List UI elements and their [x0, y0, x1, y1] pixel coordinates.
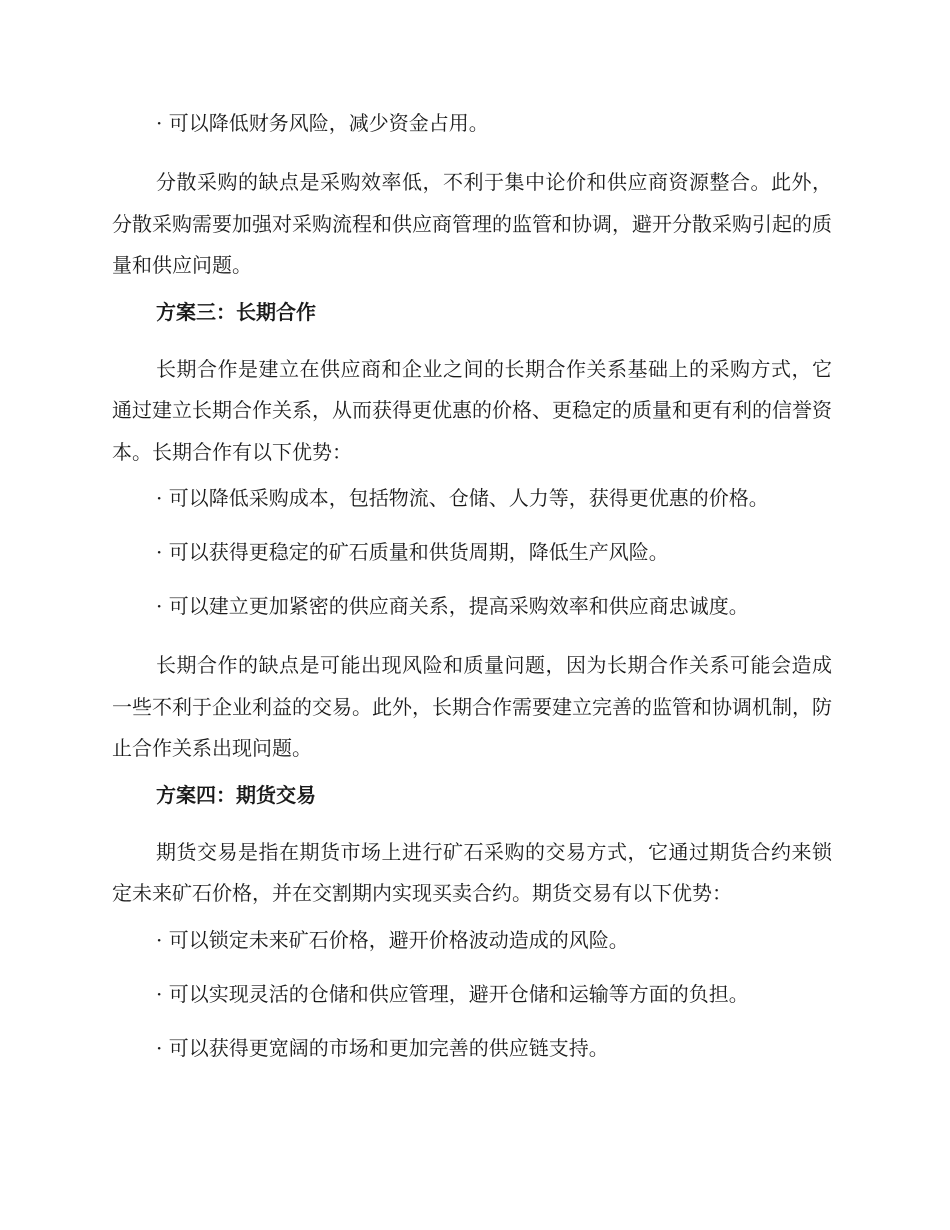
document-page: [112, 108, 832, 1087]
bullet-reduce-purchase-cost: · 可以降低采购成本，包括物流、仓储、人力等，获得更优惠的价格。: [156, 486, 769, 510]
bullet-stable-quality: · 可以获得更稳定的矿石质量和供货周期，降低生产风险。: [156, 540, 669, 564]
bullet-wider-market: · 可以获得更宽阔的市场和更加完善的供应链支持。: [156, 1035, 609, 1060]
paragraph-long-term-cooperation: 长期合作是建立在供应商和企业之间的长期合作关系基础上的采购方式，它通过建立长期合作关系，从而获得更优惠的价格、更稳定的质量和更有利的信誉资本。长期合作有以下优势：: [112, 356, 832, 464]
bullet-flexible-storage: · 可以实现灵活的仓储和供应管理，避开仓储和运输等方面的负担。: [156, 981, 749, 1006]
heading-plan-three: 方案三：长期合作: [156, 299, 316, 324]
paragraph-decentralized-drawbacks: 分散采购的缺点是采购效率低，不利于集中论价和供应商资源整合。此外，分散采购需要加强对采购流程和供应商管理的监管和协调，避开分散采购引起的质量和供应问题。: [112, 170, 832, 277]
paragraph-long-term-drawbacks: 长期合作的缺点是可能出现风险和质量问题，因为长期合作关系可能会造成一些不利于企业利益的交易。此外，长期合作需要建立完善的监管和协调机制，防止合作关系出现问题。: [112, 653, 832, 760]
bullet-lock-price: · 可以锁定未来矿石价格，避开价格波动造成的风险。: [156, 927, 629, 952]
heading-plan-four: 方案四：期货交易: [156, 782, 316, 807]
bullet-closer-relationship: · 可以建立更加紧密的供应商关系，提高采购效率和供应商忠诚度。: [156, 594, 749, 618]
paragraph-futures-trading: 期货交易是指在期货市场上进行矿石采购的交易方式，它通过期货合约来锁定未来矿石价格，并在交割期内实现买卖合约。期货交易有以下优势：: [112, 839, 832, 905]
bullet-reduce-financial-risk: · 可以降低财务风险，减少资金占用。: [156, 111, 489, 135]
